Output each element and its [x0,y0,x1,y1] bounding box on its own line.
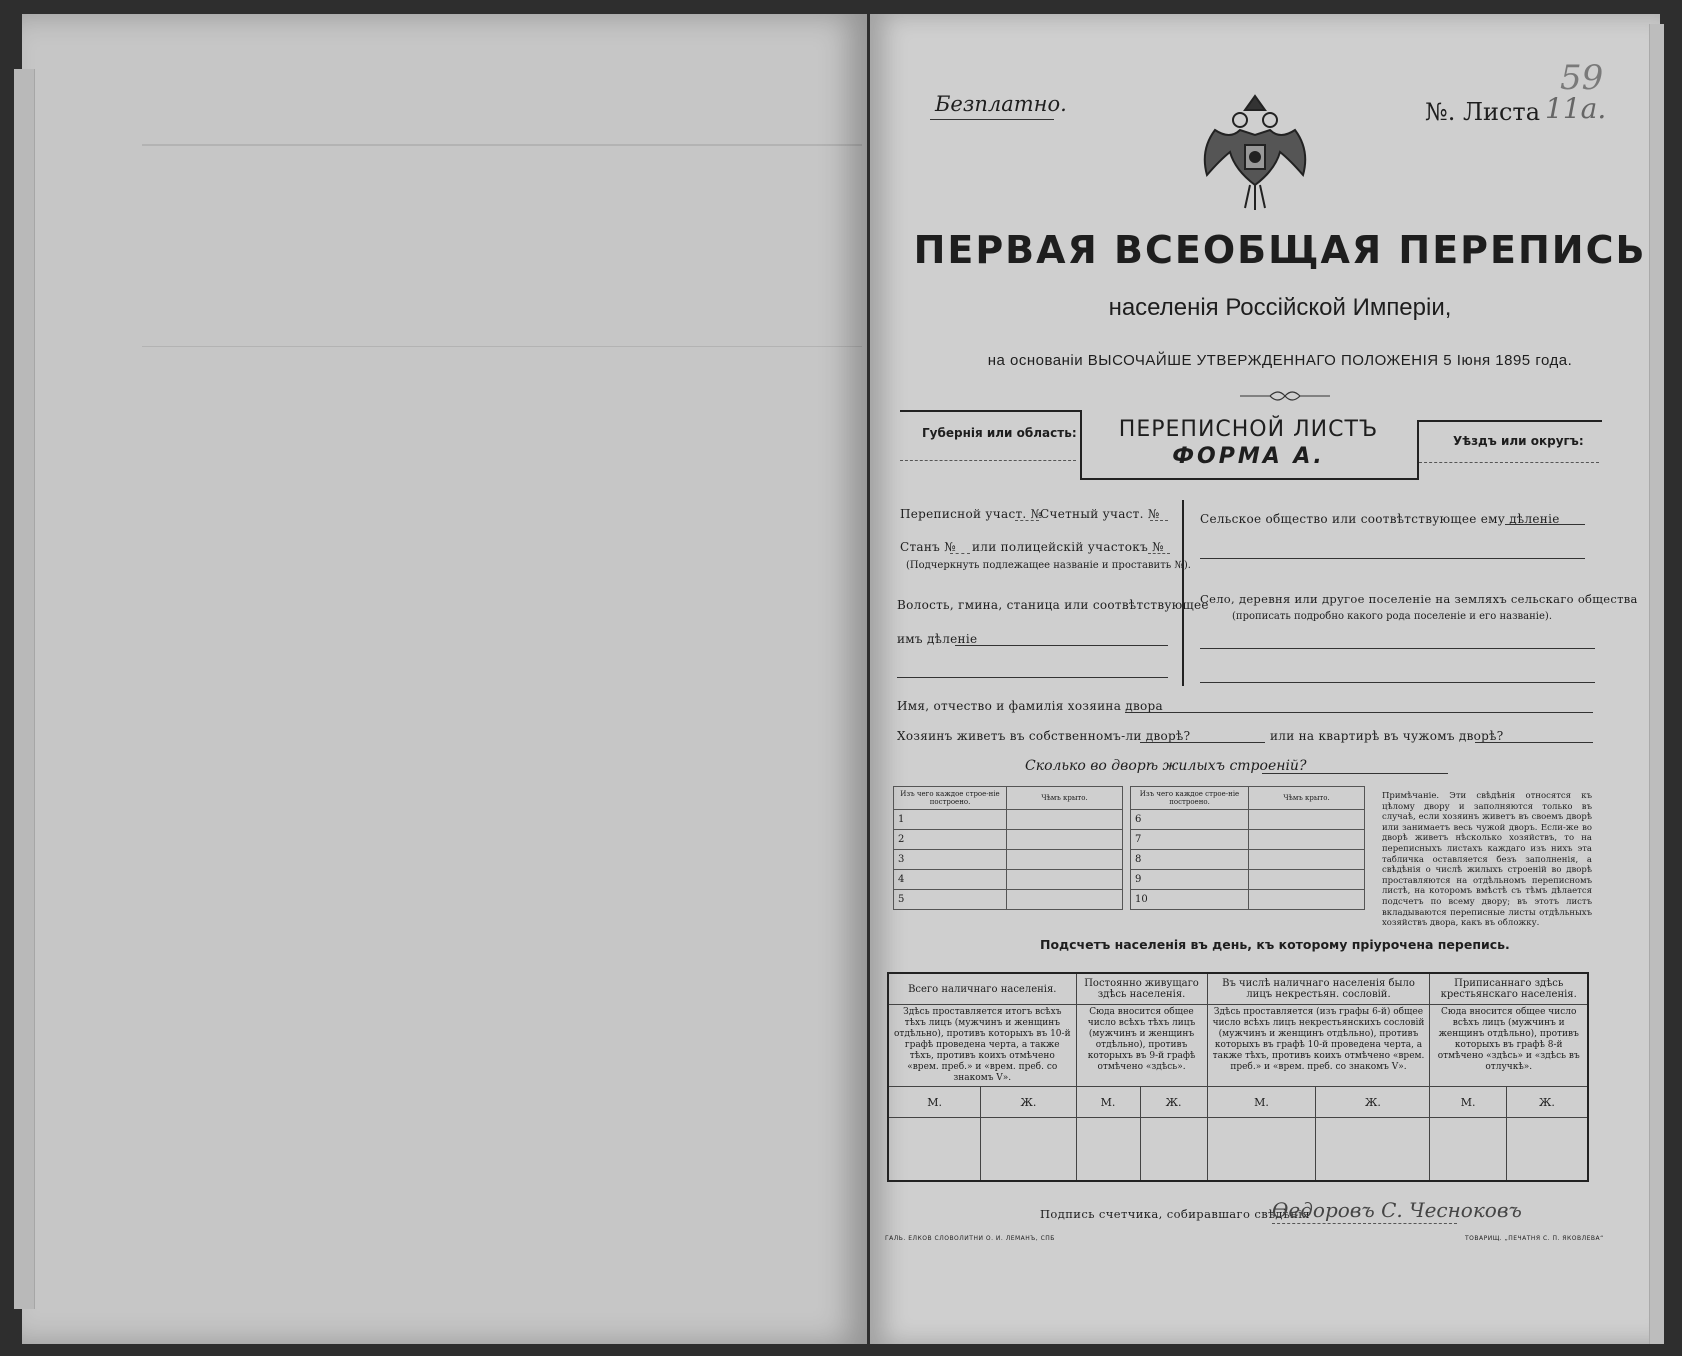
owner-lives-label: Хозяинъ живетъ въ собственномъ-ли дворѣ? [897,729,1191,743]
roof-cell[interactable] [1007,870,1123,890]
province-cell [900,410,1082,480]
police-precinct-fill[interactable] [1148,553,1170,554]
double-headed-eagle-icon [1195,90,1315,215]
or-apartment-fill[interactable] [1475,742,1593,743]
count-cell[interactable] [1316,1118,1430,1182]
row-number: 1 [894,810,1007,830]
right-page-edge [1649,24,1664,1344]
female-header: Ж. [1316,1087,1430,1118]
left-page-edge [14,69,35,1309]
count-col-head: Всего наличнаго населенія. [888,973,1076,1005]
table-row [894,850,1123,870]
roof-cell[interactable] [1249,890,1365,910]
volost-fill-2[interactable] [897,677,1168,678]
signature-handwritten: Ѳедоровъ С. Чесноковъ [1272,1198,1522,1222]
row-number: 6 [1131,810,1249,830]
volost-label-1: Волость, гмина, станица или соотвѣтствующее [897,598,1209,612]
row-number: 3 [894,850,1007,870]
table-row [894,810,1123,830]
count-cell[interactable] [1140,1118,1207,1182]
sheet-title-block [1080,416,1417,470]
roof-cell[interactable] [1249,810,1365,830]
roof-cell[interactable] [1007,830,1123,850]
count-cell[interactable] [1207,1118,1316,1182]
count-title: Подсчетъ населенія въ день, къ которому пріурочена перепись. [1040,937,1510,952]
male-header: М. [888,1087,981,1118]
table-row [1131,850,1365,870]
table-row [1131,830,1365,850]
or-apartment-label: или на квартирѣ въ чужомъ дворѣ? [1270,729,1504,743]
table-row [894,870,1123,890]
rural-society-label: Сельское общество или соотвѣтствующее ему дѣленіе [1200,512,1560,526]
owner-lives-fill[interactable] [1140,742,1265,743]
male-header: М. [1207,1087,1316,1118]
table-row [894,830,1123,850]
sheet-title: ПЕРЕПИСНОЙ ЛИСТЪ [1118,417,1379,442]
province-fill-line[interactable] [900,460,1076,461]
sheet-number-label: №. Листа [1425,98,1541,126]
form-name: ФОРМА А. [1172,444,1325,469]
row-number: 4 [894,870,1007,890]
province-label: Губернія или область: [922,426,1077,440]
stan-label: Станъ № [900,540,956,554]
count-col-head: Въ числѣ наличнаго населенія было лицъ некрестьян. сословій. [1207,973,1430,1005]
roof-header: Чѣмъ крыто. [1249,787,1365,810]
buildings-table-left [893,786,1123,910]
sheet-number-handwritten: 11а. [1545,92,1607,125]
underline-note: (Подчеркнуть подлежащее названіе и проставить №). [906,560,1191,571]
district-label: Уѣздъ или округъ: [1453,434,1584,448]
population-count-table [887,972,1589,1182]
buildings-note: Примѣчаніе. Эти свѣдѣнія относятся къ цѣлому двору и заполняются только въ случаѣ, если хозяинъ живетъ въ своемъ дворѣ или занимаетъ весь чужой дворъ. Если-же во дворѣ живетъ нѣсколько хозяйствъ, то на переписныхъ листахъ каждаго изъ нихъ эта табличка оставляется безъ заполненія, а свѣдѣнія о числѣ жилыхъ строеній во дворѣ проставляются на отдѣльномъ переписномъ листѣ, на которомъ вмѣстѣ съ тѣмъ дѣлается подсчетъ по всему двору; въ этотъ листъ вкладываются переписные листы отдѣльныхъ хозяйствъ двора, какъ въ обложку. [1382,791,1592,929]
roof-cell[interactable] [1007,850,1123,870]
census-precinct-label: Переписной участ. № [900,507,1043,521]
female-header: Ж. [1506,1087,1588,1118]
counting-precinct-label: Счетный участ. № [1040,507,1160,521]
police-precinct-label: или полицейскій участокъ № [972,540,1164,554]
district-cell [1417,420,1602,480]
row-number: 8 [1131,850,1249,870]
count-cell[interactable] [888,1118,981,1182]
owner-name-fill[interactable] [1125,712,1593,713]
bleed-through-table [142,144,862,347]
female-header: Ж. [1140,1087,1207,1118]
rural-society-fill-2[interactable] [1200,558,1585,559]
male-header: М. [1076,1087,1140,1118]
row-number: 2 [894,830,1007,850]
count-col-desc: Сюда вносится общее число всѣхъ тѣхъ лицъ (мужчинъ и женщинъ отдѣльно), противъ которыхъ въ 9-й графѣ отмѣчено «здѣсь». [1076,1005,1207,1087]
buildings-table-right [1130,786,1365,910]
buildings-question: Сколько во дворѣ жилыхъ строеній? [1025,758,1307,774]
village-note: (прописать подробно какого рода поселеніе и его названіе). [1232,611,1552,622]
roof-cell[interactable] [1249,870,1365,890]
document-subtitle: населенія Россійской Имперіи, [1108,294,1452,321]
legal-basis: на основаніи ВЫСОЧАЙШЕ УТВЕРЖДЕННАГО ПОЛОЖЕНІЯ 5 Іюня 1895 года. [987,352,1573,369]
row-number: 10 [1131,890,1249,910]
material-header: Изъ чего каждое строе-ніе построено. [894,787,1007,810]
buildings-question-fill[interactable] [1262,773,1448,774]
stan-fill[interactable] [950,553,970,554]
signature-line[interactable] [1272,1223,1457,1224]
table-row [1131,810,1365,830]
table-row [1131,890,1365,910]
count-col-head: Постоянно живущаго здѣсь населенія. [1076,973,1207,1005]
free-underline [930,119,1054,120]
village-fill-1[interactable] [1200,648,1595,649]
free-label: Безплатно. [935,92,1067,116]
count-cell[interactable] [981,1118,1076,1182]
roof-cell[interactable] [1249,850,1365,870]
left-page [22,14,867,1344]
count-col-head: Приписаннаго здѣсь крестьянскаго населенія. [1430,973,1588,1005]
village-label: Село, деревня или другое поселеніе на земляхъ сельскаго общества [1200,592,1638,606]
signature-label: Подпись счетчика, собиравшаго свѣдѣнія [1040,1207,1311,1221]
imprint-left: ГАЛЬ. ЕЛКОВ СЛОВОЛИТНИ О. И. ЛЕМАНЪ, СПБ [885,1235,1055,1242]
counting-precinct-fill[interactable] [1150,520,1168,521]
district-fill-line[interactable] [1419,462,1599,463]
census-precinct-fill[interactable] [1015,520,1039,521]
row-number: 7 [1131,830,1249,850]
count-cell[interactable] [1506,1118,1588,1182]
roof-cell[interactable] [1249,830,1365,850]
row-number: 5 [894,890,1007,910]
count-cell[interactable] [1076,1118,1140,1182]
owner-name-label: Имя, отчество и фамилія хозяина двора [897,699,1163,713]
volost-fill-1[interactable] [955,645,1168,646]
roof-cell[interactable] [1007,890,1123,910]
ornament-divider-icon [1240,388,1330,404]
imprint-right: ТОВАРИЩ. „ПЕЧАТНЯ С. П. ЯКОВЛЕВА“ [1465,1235,1604,1242]
roof-cell[interactable] [1007,810,1123,830]
count-col-desc: Здѣсь проставляется итогъ всѣхъ тѣхъ лицъ (мужчинъ и женщинъ отдѣльно), противъ которыхъ въ 10-й графѣ проведена черта, а также тѣхъ, противъ коихъ отмѣчено «врем. преб.» и «врем. преб. со знакомъ V». [888,1005,1076,1087]
male-header: М. [1430,1087,1506,1118]
count-cell[interactable] [1430,1118,1506,1182]
table-row [1131,870,1365,890]
village-fill-2[interactable] [1200,682,1595,683]
count-col-desc: Здѣсь проставляется (изъ графы 6-й) общее число всѣхъ лицъ некрестьянскихъ сословій (мужчинъ и женщинъ отдѣльно), противъ которыхъ въ графѣ 10-й проведена черта, а также тѣхъ, противъ коихъ отмѣчено «врем. преб.» и «врем. преб. со знакомъ V». [1207,1005,1430,1087]
row-number: 9 [1131,870,1249,890]
volost-label-2: имъ дѣленіе [897,632,978,646]
count-col-desc: Сюда вносится общее число всѣхъ лицъ (мужчинъ и женщинъ отдѣльно), противъ которыхъ въ графѣ 8-й отмѣчено «здѣсь» и «здѣсь въ отлучкѣ». [1430,1005,1588,1087]
page-number-handwritten: 59 [1560,58,1604,98]
document-title: ПЕРВАЯ ВСЕОБЩАЯ ПЕРЕПИСЬ [913,228,1647,272]
female-header: Ж. [981,1087,1076,1118]
material-header: Изъ чего каждое строе-ніе построено. [1131,787,1249,810]
roof-header: Чѣмъ крыто. [1007,787,1123,810]
rural-society-fill-1[interactable] [1505,524,1585,525]
form-header-box [900,410,1600,480]
table-row [894,890,1123,910]
column-divider [1182,500,1184,686]
